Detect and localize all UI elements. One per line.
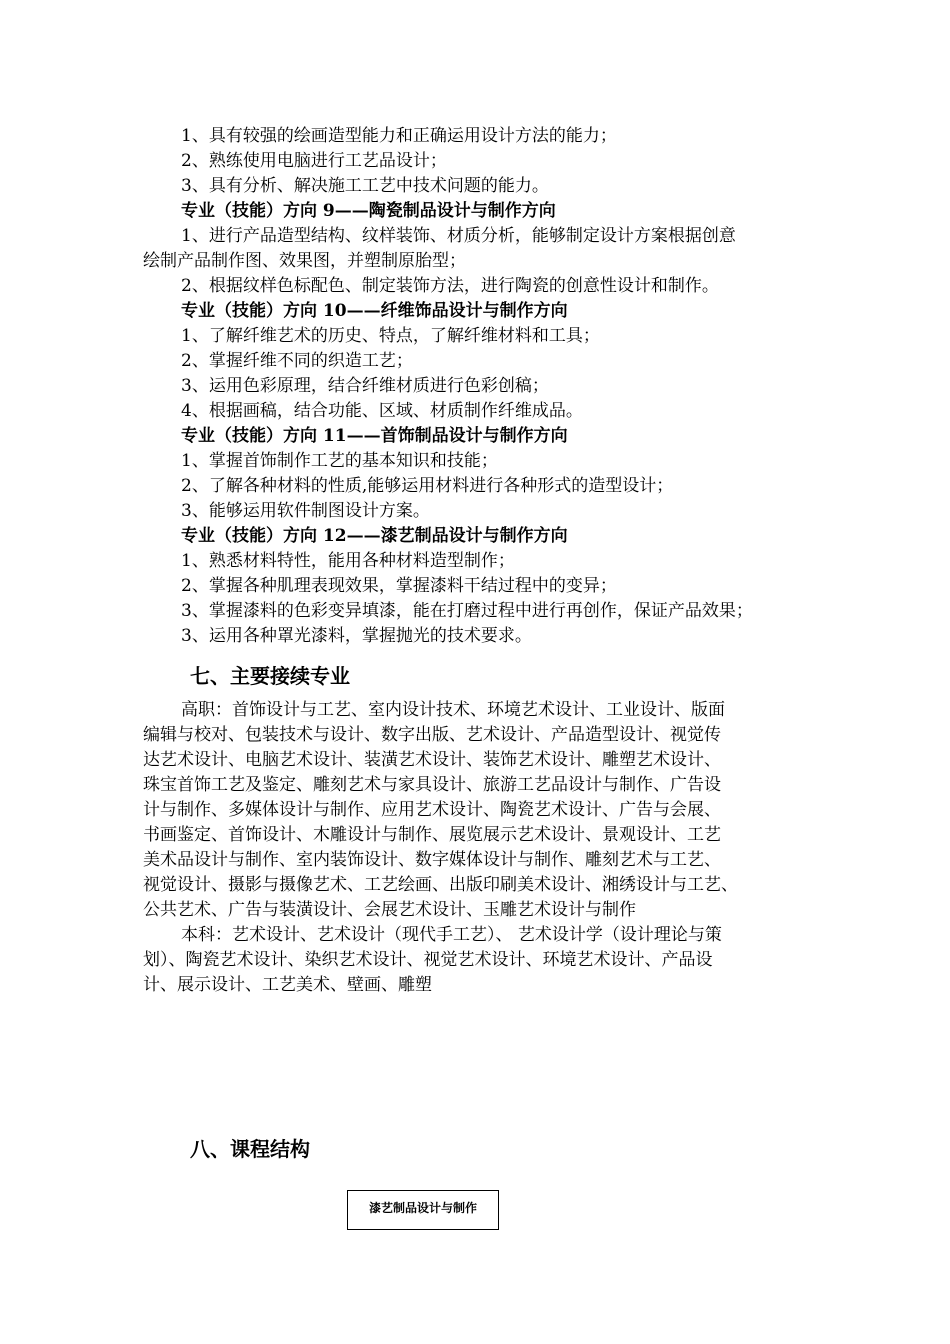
- gaozhi-line: 美术品设计与制作、室内装饰设计、数字媒体设计与制作、雕刻艺术与工艺、: [143, 850, 721, 870]
- gaozhi-line: 珠宝首饰工艺及鉴定、雕刻艺术与家具设计、旅游工艺品设计与制作、广告设: [143, 775, 721, 795]
- gaozhi-line: 计与制作、多媒体设计与制作、应用艺术设计、陶瓷艺术设计、广告与会展、: [143, 800, 721, 820]
- direction-9-line: 1、进行产品造型结构、纹样装饰、材质分析，能够制定设计方案根据创意: [181, 226, 736, 246]
- direction-10-line: 3、运用色彩原理，结合纤维材质进行色彩创稿；: [181, 376, 549, 396]
- skill-line: 3、具有分析、解决施工工艺中技术问题的能力。: [181, 176, 549, 196]
- course-structure-box-label: 漆艺制品设计与制作: [368, 1201, 477, 1215]
- section-8-heading: 八、课程结构: [190, 1137, 310, 1161]
- direction-12-line: 1、熟悉材料特性，能用各种材料造型制作；: [181, 551, 515, 571]
- skill-line: 2、熟练使用电脑进行工艺品设计；: [181, 151, 447, 171]
- direction-10-line: 2、掌握纤维不同的织造工艺；: [181, 351, 413, 371]
- gaozhi-line: 编辑与校对、包装技术与设计、数字出版、艺术设计、产品造型设计、视觉传: [143, 725, 721, 745]
- gaozhi-line: 公共艺术、广告与装潢设计、会展艺术设计、玉雕艺术设计与制作: [143, 900, 636, 920]
- section-7-heading: 七、主要接续专业: [190, 664, 350, 688]
- direction-11-title: 专业（技能）方向 11——首饰制品设计与制作方向: [181, 426, 568, 446]
- benke-line: 划）、陶瓷艺术设计、染织艺术设计、视觉艺术设计、环境艺术设计、产品设: [143, 950, 713, 970]
- direction-10-title: 专业（技能）方向 10——纤维饰品设计与制作方向: [181, 301, 568, 321]
- direction-11-line: 3、能够运用软件制图设计方案。: [181, 501, 430, 521]
- direction-9-line: 绘制产品制作图、效果图，并塑制原胎型；: [143, 251, 466, 271]
- direction-9-line: 2、根据纹样色标配色、制定装饰方法，进行陶瓷的创意性设计和制作。: [181, 276, 719, 296]
- direction-10-line: 1、了解纤维艺术的历史、特点，了解纤维材料和工具；: [181, 326, 600, 346]
- gaozhi-line: 视觉设计、摄影与摄像艺术、工艺绘画、出版印刷美术设计、湘绣设计与工艺、: [143, 875, 738, 895]
- direction-11-line: 2、了解各种材料的性质,能够运用材料进行各种形式的造型设计；: [181, 476, 674, 496]
- direction-12-line: 3、掌握漆料的色彩变异填漆，能在打磨过程中进行再创作，保证产品效果；: [181, 601, 753, 621]
- direction-12-line: 3、运用各种罩光漆料，掌握抛光的技术要求。: [181, 626, 532, 646]
- benke-line: 本科：艺术设计、艺术设计（现代手工艺）、 艺术设计学（设计理论与策: [181, 925, 722, 945]
- gaozhi-line: 达艺术设计、电脑艺术设计、装潢艺术设计、装饰艺术设计、雕塑艺术设计、: [143, 750, 721, 770]
- gaozhi-line: 高职：首饰设计与工艺、室内设计技术、环境艺术设计、工业设计、版面: [181, 700, 725, 720]
- course-structure-box: [347, 1190, 499, 1230]
- gaozhi-line: 书画鉴定、首饰设计、木雕设计与制作、展览展示艺术设计、景观设计、工艺: [143, 825, 721, 845]
- skill-line: 1、具有较强的绘画造型能力和正确运用设计方法的能力；: [181, 126, 617, 146]
- direction-12-title: 专业（技能）方向 12——漆艺制品设计与制作方向: [181, 526, 568, 546]
- direction-10-line: 4、根据画稿，结合功能、区域、材质制作纤维成品。: [181, 401, 583, 421]
- direction-9-title: 专业（技能）方向 9——陶瓷制品设计与制作方向: [181, 201, 556, 221]
- direction-11-line: 1、掌握首饰制作工艺的基本知识和技能；: [181, 451, 498, 471]
- direction-12-line: 2、掌握各种肌理表现效果，掌握漆料干结过程中的变异；: [181, 576, 617, 596]
- benke-line: 计、展示设计、工艺美术、壁画、雕塑: [143, 975, 432, 995]
